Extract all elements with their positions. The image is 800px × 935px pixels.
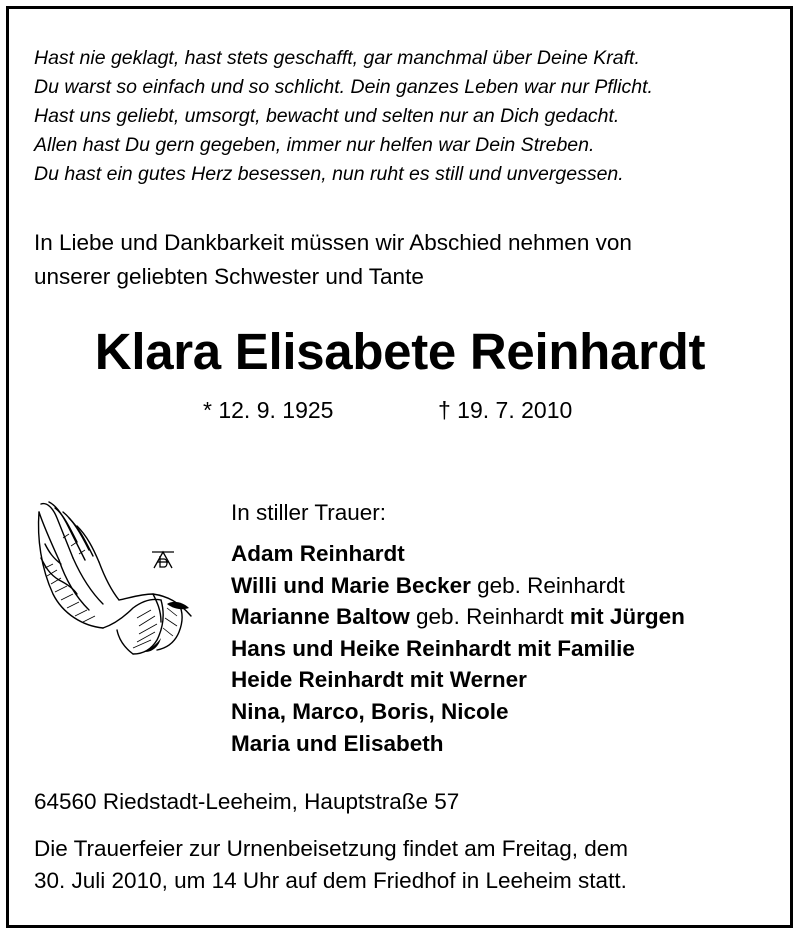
birth-date: * 12. 9. 1925 <box>203 397 334 423</box>
mourner-entry: Maria und Elisabeth <box>231 730 444 756</box>
death-date: † 19. 7. 2010 <box>438 397 573 423</box>
poem-line: Hast nie geklagt, hast stets geschafft, gar manchmal über Deine Kraft. <box>34 47 640 69</box>
mourner-entry: Marianne Baltow geb. Reinhardt mit Jürgen <box>231 604 685 630</box>
deceased-name: Klara Elisabete Reinhardt <box>94 323 706 380</box>
farewell-intro <box>34 226 632 294</box>
mourner-entry: Nina, Marco, Boris, Nicole <box>231 698 509 724</box>
poem-line: Du hast ein gutes Herz besessen, nun ruht es still und unvergessen. <box>34 163 624 185</box>
mourner-entry: Adam Reinhardt <box>231 541 405 566</box>
duerer-monogram-icon <box>150 548 176 570</box>
ceremony-line: 30. Juli 2010, um 14 Uhr auf dem Friedhof in Leeheim statt. <box>34 868 627 893</box>
mourner-entry: Hans und Heike Reinhardt mit Familie <box>231 635 635 661</box>
poem-line: Allen hast Du gern gegeben, immer nur helfen war Dein Streben. <box>34 134 595 156</box>
praying-hands-icon <box>33 498 195 658</box>
poem-line: Hast uns geliebt, umsorgt, bewacht und selten nur an Dich gedacht. <box>34 105 620 127</box>
mourners-list <box>231 538 685 759</box>
ceremony-notice <box>34 833 628 897</box>
intro-line: In Liebe und Dankbarkeit müssen wir Abschied nehmen von <box>34 230 632 255</box>
mourner-entry: Willi und Marie Becker geb. Reinhardt <box>231 572 625 598</box>
mourner-entry: Heide Reinhardt mit Werner <box>231 667 527 693</box>
poem-verse <box>34 44 653 189</box>
intro-line: unserer geliebten Schwester und Tante <box>34 264 424 289</box>
poem-line: Du warst so einfach und so schlicht. Dein ganzes Leben war nur Pflicht. <box>34 76 653 98</box>
mourning-address: 64560 Riedstadt-Leeheim, Hauptstraße 57 <box>34 789 460 814</box>
ceremony-line: Die Trauerfeier zur Urnenbeisetzung findet am Freitag, dem <box>34 836 629 861</box>
mourning-heading: In stiller Trauer: <box>231 500 387 525</box>
